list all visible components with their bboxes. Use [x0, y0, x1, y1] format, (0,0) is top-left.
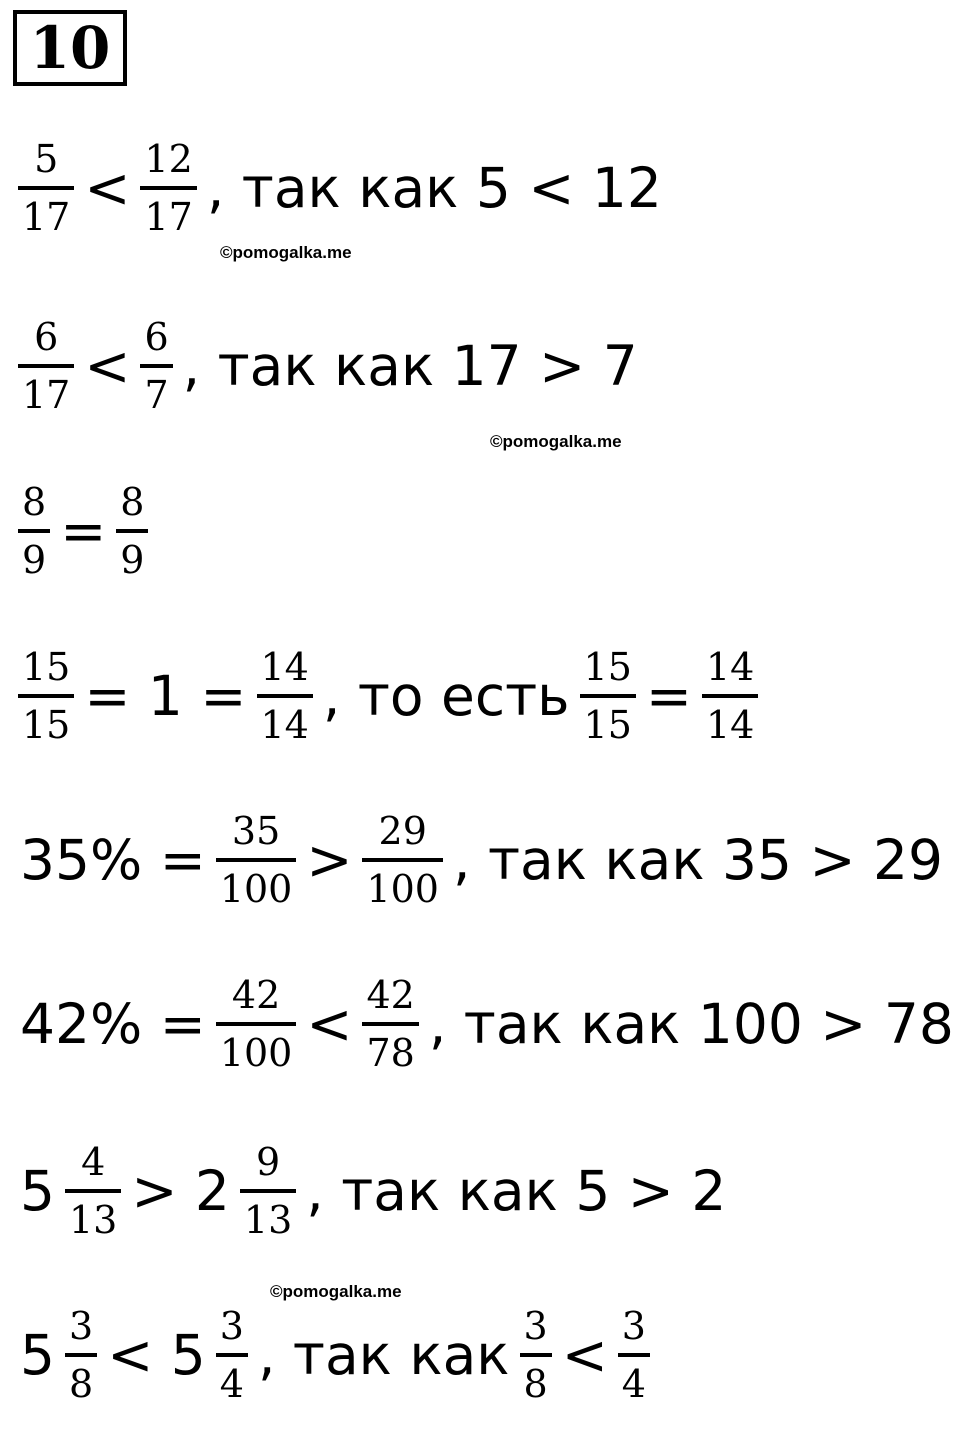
comparison-line: [14, 1140, 732, 1242]
expression-text: <: [561, 1322, 608, 1387]
comparison-line: [14, 645, 762, 747]
fraction-denominator: 7: [140, 364, 172, 414]
fraction-numerator: 9: [256, 1140, 281, 1184]
fraction-numerator: 15: [583, 645, 632, 689]
fraction-denominator: 4: [216, 1353, 248, 1403]
fraction-denominator: 100: [362, 858, 443, 908]
problem-number-badge: [13, 10, 127, 86]
fraction: [18, 480, 50, 582]
fraction-denominator: 17: [18, 186, 74, 236]
expression-text: <: [84, 333, 131, 398]
fraction: [362, 973, 418, 1075]
fraction-denominator: 14: [702, 694, 758, 744]
fraction-numerator: 42: [231, 973, 281, 1017]
fraction-numerator: 3: [621, 1304, 646, 1348]
expression-text: 5: [20, 1322, 55, 1387]
fraction: [140, 315, 172, 417]
expression-text: = 1 =: [84, 663, 247, 728]
comparison-line: [14, 1304, 654, 1406]
fraction: [240, 1140, 296, 1242]
fraction: [362, 809, 443, 911]
fraction: [520, 1304, 552, 1406]
fraction: [65, 1304, 97, 1406]
fraction-denominator: 14: [257, 694, 313, 744]
fraction: [257, 645, 313, 747]
fraction-denominator: 13: [65, 1189, 121, 1239]
watermark: ©pomogalka.me: [490, 432, 622, 451]
expression-text: >: [306, 827, 353, 892]
fraction: [18, 645, 74, 747]
expression-text: , так как 17 > 7: [182, 333, 638, 398]
fraction: [618, 1304, 650, 1406]
fraction-numerator: 15: [22, 645, 71, 689]
fraction-denominator: 9: [116, 529, 148, 579]
fraction-denominator: 100: [216, 858, 297, 908]
fraction-numerator: 6: [144, 315, 169, 359]
fraction: [216, 809, 297, 911]
fraction-numerator: 3: [219, 1304, 244, 1348]
fraction-numerator: 35: [231, 809, 281, 853]
fraction-numerator: 29: [378, 809, 427, 853]
fraction: [18, 137, 74, 239]
fraction: [18, 315, 74, 417]
fraction-denominator: 4: [618, 1353, 650, 1403]
comparison-line: [14, 315, 644, 417]
fraction-numerator: 3: [523, 1304, 548, 1348]
fraction-numerator: 3: [69, 1304, 94, 1348]
fraction: [116, 480, 148, 582]
fraction-denominator: 15: [18, 694, 74, 744]
fraction-denominator: 8: [520, 1353, 552, 1403]
fraction-numerator: 8: [22, 480, 47, 524]
fraction-denominator: 13: [240, 1189, 296, 1239]
expression-text: =: [60, 498, 107, 563]
expression-text: , так как 100 > 78: [428, 991, 954, 1056]
fraction-numerator: 42: [366, 973, 415, 1017]
fraction: [702, 645, 758, 747]
fraction: [140, 137, 196, 239]
fraction: [216, 1304, 248, 1406]
fraction-numerator: 5: [34, 137, 59, 181]
fraction: [216, 973, 297, 1075]
expression-text: , так как 5 < 12: [206, 155, 662, 220]
fraction: [580, 645, 636, 747]
fraction-denominator: 9: [18, 529, 50, 579]
watermark: ©pomogalka.me: [220, 243, 352, 262]
fraction-numerator: 8: [120, 480, 145, 524]
expression-text: <: [306, 991, 353, 1056]
fraction-denominator: 17: [18, 364, 74, 414]
comparison-line: [14, 809, 949, 911]
expression-text: < 5: [107, 1322, 206, 1387]
expression-text: <: [84, 155, 131, 220]
expression-text: , так как 5 > 2: [306, 1158, 727, 1223]
expression-text: 42% =: [20, 991, 206, 1056]
comparison-line: [14, 137, 668, 239]
comparison-line: [14, 480, 152, 582]
fraction-denominator: 8: [65, 1353, 97, 1403]
fraction: [65, 1140, 121, 1242]
expression-text: 35% =: [20, 827, 206, 892]
fraction-numerator: 14: [260, 645, 309, 689]
fraction-denominator: 100: [216, 1022, 297, 1072]
expression-text: , так как: [257, 1322, 510, 1387]
comparison-line: [14, 973, 960, 1075]
watermark: ©pomogalka.me: [270, 1282, 402, 1301]
fraction-numerator: 6: [34, 315, 59, 359]
fraction-denominator: 15: [580, 694, 636, 744]
fraction-denominator: 17: [140, 186, 196, 236]
expression-text: , то есть: [322, 663, 570, 728]
fraction-denominator: 78: [362, 1022, 418, 1072]
problem-number: 10: [29, 14, 111, 82]
expression-text: , так как 35 > 29: [452, 827, 944, 892]
fraction-numerator: 4: [81, 1140, 106, 1184]
expression-text: =: [645, 663, 692, 728]
fraction-numerator: 12: [144, 137, 193, 181]
fraction-numerator: 14: [705, 645, 755, 689]
expression-text: > 2: [131, 1158, 230, 1223]
expression-text: 5: [20, 1158, 55, 1223]
